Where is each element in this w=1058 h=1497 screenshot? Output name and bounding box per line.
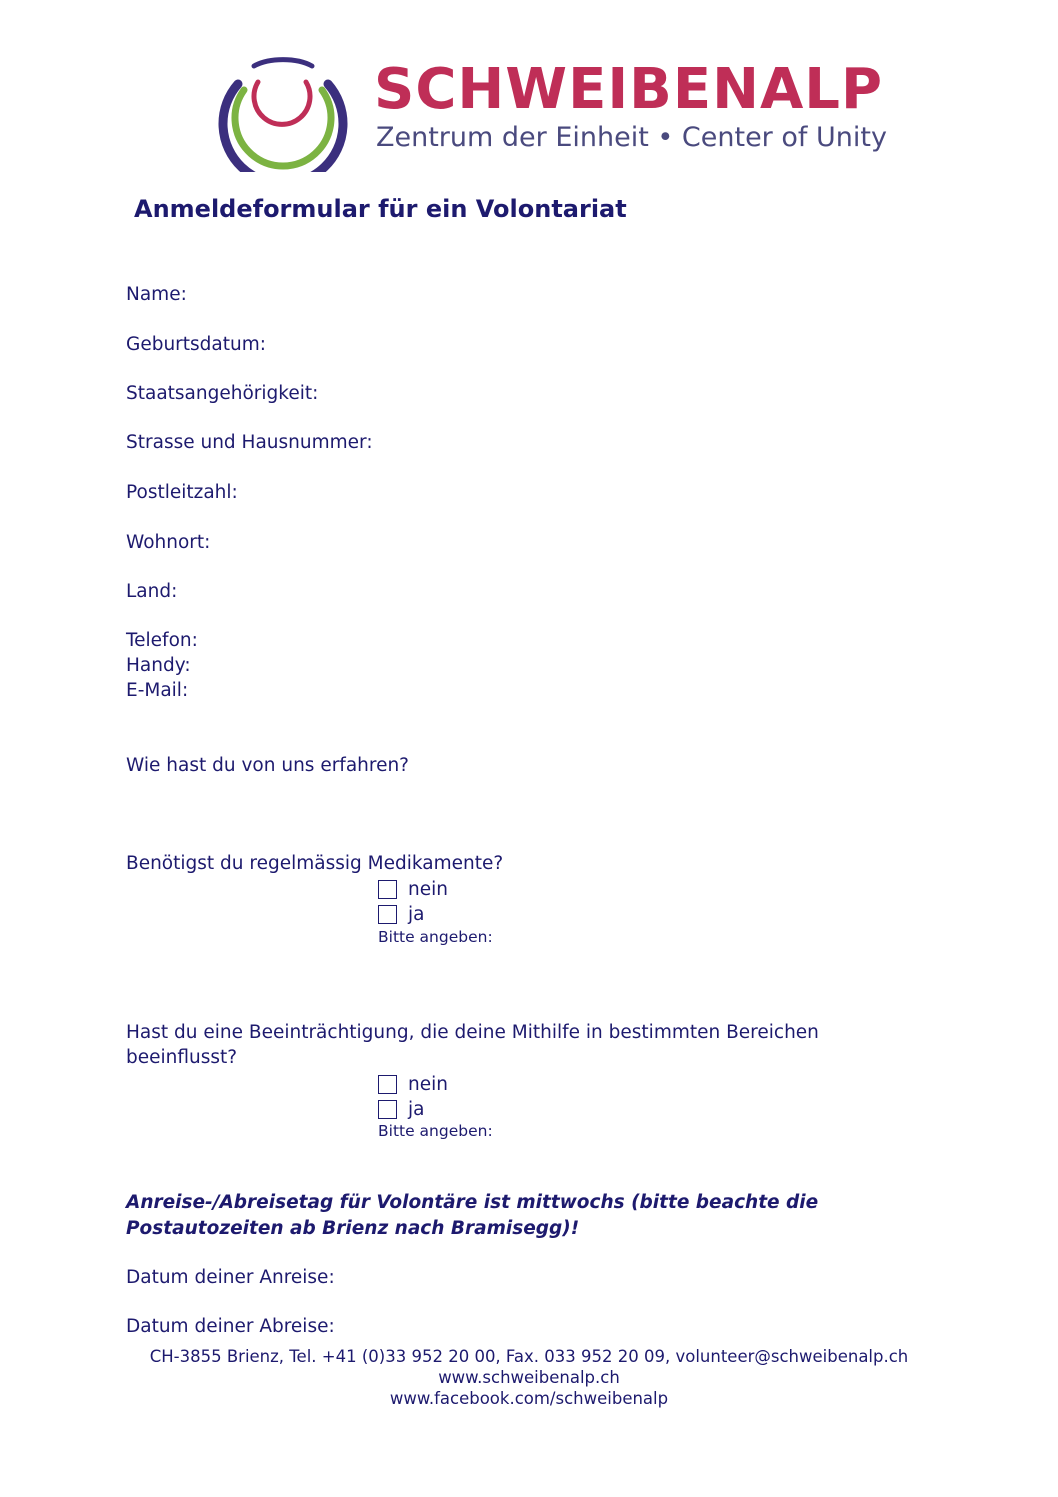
city-label: Wohnort:	[126, 532, 211, 553]
email-label: E-Mail:	[126, 680, 189, 701]
medication-question: Benötigst du regelmässig Medikamente?	[126, 853, 504, 874]
footer-facebook-link[interactable]: www.facebook.com/schweibenalp	[389, 1389, 669, 1408]
nationality-label: Staatsangehörigkeit:	[126, 383, 319, 404]
impairment-question-line2: beeinflusst?	[126, 1047, 238, 1068]
medication-yes-checkbox[interactable]	[378, 905, 397, 924]
medication-specify-label: Bitte angeben:	[378, 928, 493, 946]
street-label: Strasse und Hausnummer:	[126, 432, 373, 453]
medication-no-label: nein	[408, 878, 448, 900]
footer-website-link[interactable]: www.schweibenalp.ch	[438, 1368, 620, 1387]
birthdate-label: Geburtsdatum:	[126, 334, 266, 355]
page-title: Anmeldeformular für ein Volontariat	[134, 195, 627, 223]
mobile-label: Handy:	[126, 655, 191, 676]
impairment-question-line1: Hast du eine Beeinträchtigung, die deine Mithilfe in bestimmten Bereichen	[126, 1022, 819, 1043]
logo-rings-icon	[218, 44, 348, 172]
medication-no-checkbox[interactable]	[378, 880, 397, 899]
travel-note-line1: Anreise-/Abreisetag für Volontäre ist mittwochs (bitte beachte die	[126, 1192, 819, 1213]
arrival-date-label: Datum deiner Anreise:	[126, 1267, 335, 1288]
medication-option-no[interactable]	[378, 877, 448, 901]
postcode-label: Postleitzahl:	[126, 482, 238, 503]
departure-date-label: Datum deiner Abreise:	[126, 1316, 335, 1337]
referral-label: Wie hast du von uns erfahren?	[126, 755, 410, 776]
impairment-option-no[interactable]	[378, 1072, 448, 1096]
travel-note	[126, 1190, 846, 1242]
country-label: Land:	[126, 581, 178, 602]
footer-address: CH-3855 Brienz, Tel. +41 (0)33 952 20 00, Fax. 033 952 20 09, volunteer@schweibenalp.ch	[149, 1347, 909, 1366]
impairment-no-checkbox[interactable]	[378, 1075, 397, 1094]
medication-yes-label: ja	[408, 903, 425, 925]
logo	[218, 44, 887, 172]
phone-label: Telefon:	[126, 630, 198, 651]
name-label: Name:	[126, 284, 187, 305]
impairment-specify-label: Bitte angeben:	[378, 1122, 493, 1140]
brand-tagline: Zentrum der Einheit • Center of Unity	[376, 122, 887, 153]
travel-note-line2: Postautozeiten ab Brienz nach Bramisegg)!	[126, 1217, 580, 1239]
brand-name: SCHWEIBENALP	[374, 57, 884, 122]
medication-option-yes[interactable]	[378, 902, 424, 926]
impairment-yes-label: ja	[408, 1098, 425, 1120]
impairment-no-label: nein	[408, 1073, 448, 1095]
impairment-option-yes[interactable]	[378, 1097, 424, 1121]
impairment-yes-checkbox[interactable]	[378, 1100, 397, 1119]
